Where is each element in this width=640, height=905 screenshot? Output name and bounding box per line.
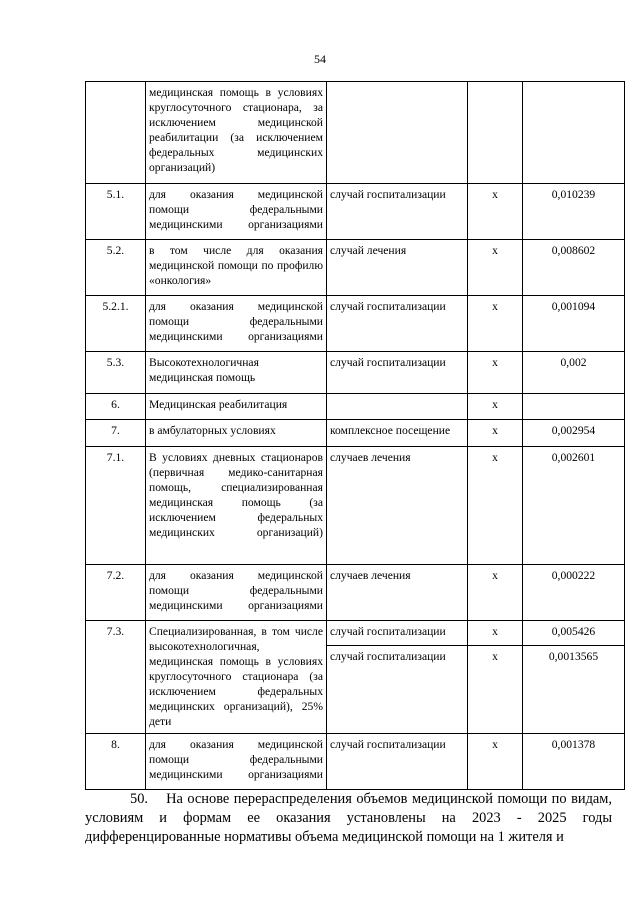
row-description: Высокотехнологичная медицинская помощь <box>146 352 327 394</box>
row-value: 0,001094 <box>523 296 625 352</box>
row-value: 0,001378 <box>523 734 625 790</box>
row-description: в том числе для оказания медицинской помощи по профилю «онкология» <box>146 240 327 296</box>
row-unit: случай госпитализации <box>327 296 468 352</box>
row-value: 0,005426 <box>523 621 625 646</box>
row-unit: случаев лечения <box>327 447 468 565</box>
row-x: x <box>468 394 523 420</box>
row-unit: случаев лечения <box>327 565 468 621</box>
table-row <box>86 420 625 447</box>
row-x <box>468 82 523 184</box>
row-unit: случай госпитализации <box>327 646 468 734</box>
row-number: 7.3. <box>86 621 146 734</box>
row-number: 5.1. <box>86 184 146 240</box>
row-number: 7.2. <box>86 565 146 621</box>
row-value: 0,000222 <box>523 565 625 621</box>
paragraph-text: На основе перераспределения объемов медицинской помощи по видам, условиям и формам ее оказания установлены на 2023 - 2025 годы дифференцированные нормативы объема медицинской помощи на 1 жителя и <box>85 791 612 845</box>
row-x: x <box>468 621 523 646</box>
row-x: x <box>468 296 523 352</box>
row-description: для оказания медицинской помощи федеральными медицинскими организациями <box>146 734 327 790</box>
row-x: x <box>468 447 523 565</box>
row-number: 7. <box>86 420 146 447</box>
row-value: 0,002601 <box>523 447 625 565</box>
row-unit: случай госпитализации <box>327 734 468 790</box>
row-x: x <box>468 565 523 621</box>
table-row <box>86 565 625 621</box>
row-value: 0,002954 <box>523 420 625 447</box>
row-value: 0,010239 <box>523 184 625 240</box>
row-number: 5.2.1. <box>86 296 146 352</box>
row-unit: случай госпитализации <box>327 352 468 394</box>
paragraph-50 <box>85 790 612 847</box>
row-value: 0,002 <box>523 352 625 394</box>
row-description: Медицинская реабилитация <box>146 394 327 420</box>
row-unit: комплексное посещение <box>327 420 468 447</box>
row-description: Специализированная, в том числе высокотехнологичная, медицинская помощь в условиях круглосуточного стационара (за исключением федеральных медицинских организаций), 25% дети <box>146 621 327 734</box>
row-description: для оказания медицинской помощи федеральными медицинскими организациями <box>146 565 327 621</box>
row-number <box>86 82 146 184</box>
row-value: 0,0013565 <box>523 646 625 734</box>
row-unit: случай госпитализации <box>327 621 468 646</box>
page-number: 54 <box>314 52 326 66</box>
row-description: медицинская помощь в условиях круглосуточного стационара, за исключением медицинской реабилитации (за исключением федеральных медицинских организаций) <box>146 82 327 184</box>
row-x: x <box>468 240 523 296</box>
table-row <box>86 296 625 352</box>
table-row <box>86 447 625 565</box>
row-number: 5.2. <box>86 240 146 296</box>
norms-table <box>85 81 625 790</box>
row-x: x <box>468 646 523 734</box>
row-value <box>523 82 625 184</box>
paragraph-number: 50. <box>130 791 148 807</box>
row-unit: случай госпитализации <box>327 184 468 240</box>
row-number: 7.1. <box>86 447 146 565</box>
row-description: для оказания медицинской помощи федеральными медицинскими организациями <box>146 296 327 352</box>
row-value: 0,008602 <box>523 240 625 296</box>
row-description: для оказания медицинской помощи федеральными медицинскими организациями <box>146 184 327 240</box>
row-unit <box>327 82 468 184</box>
row-number: 8. <box>86 734 146 790</box>
row-x: x <box>468 420 523 447</box>
row-x: x <box>468 184 523 240</box>
row-x: x <box>468 734 523 790</box>
table-row <box>86 352 625 394</box>
row-unit <box>327 394 468 420</box>
table-row <box>86 734 625 790</box>
row-value <box>523 394 625 420</box>
row-number: 6. <box>86 394 146 420</box>
row-description: в амбулаторных условиях <box>146 420 327 447</box>
table-row <box>86 394 625 420</box>
table-row <box>86 621 625 646</box>
row-unit: случай лечения <box>327 240 468 296</box>
table-row <box>86 82 625 184</box>
row-x: x <box>468 352 523 394</box>
table-row <box>86 184 625 240</box>
row-description: В условиях дневных стационаров (первичная медико-санитарная помощь, специализированная медицинская помощь (за исключением федеральных медицинских организаций) <box>146 447 327 565</box>
row-number: 5.3. <box>86 352 146 394</box>
table-row <box>86 240 625 296</box>
